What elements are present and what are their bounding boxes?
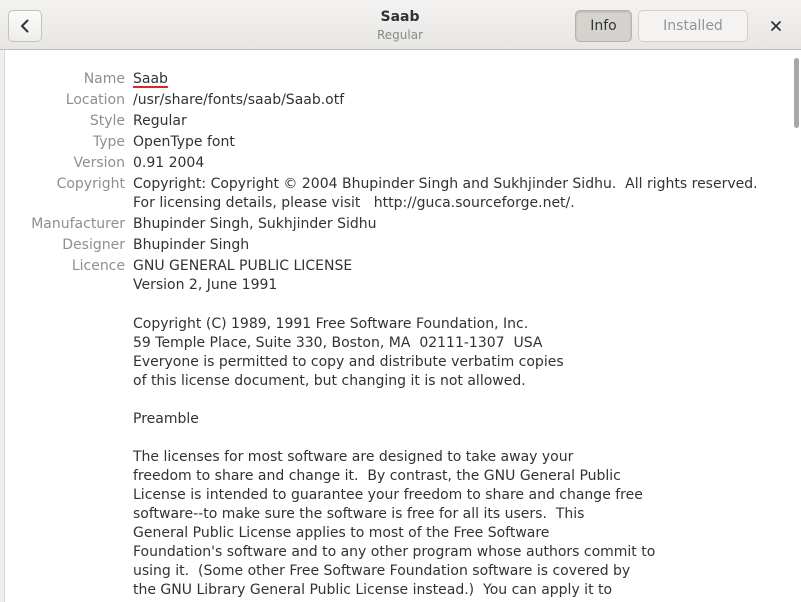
detail-label: Licence — [71, 258, 125, 274]
title-block — [250, 8, 550, 44]
detail-label: Version — [73, 155, 125, 171]
vertical-scrollbar[interactable] — [794, 58, 799, 128]
details-pane[interactable] — [0, 50, 801, 602]
detail-value: OpenType font — [133, 134, 235, 150]
detail-value: Bhupinder Singh, Sukhjinder Sidhu — [133, 216, 377, 232]
detail-label: Copyright — [56, 176, 125, 192]
detail-label: Designer — [62, 237, 125, 253]
close-icon — [770, 17, 782, 36]
detail-value: Saab — [133, 71, 168, 87]
detail-label: Manufacturer — [31, 216, 125, 232]
window-title: Saab — [380, 9, 420, 25]
detail-value: GNU GENERAL PUBLIC LICENSE Version 2, June 1991 — [133, 258, 353, 293]
installed-button[interactable]: Installed — [638, 10, 748, 42]
detail-value: Regular — [133, 113, 187, 129]
detail-value: Copyright: Copyright © 2004 Bhupinder Singh and Sukhjinder Sidhu. All rights reserved. For licensing details, please visit http://guca.sourceforge.net/. — [133, 176, 758, 211]
detail-value: /usr/share/fonts/saab/Saab.otf — [133, 92, 345, 108]
info-button[interactable]: Info — [575, 10, 632, 42]
detail-label: Style — [89, 113, 125, 129]
detail-label: Location — [65, 92, 125, 108]
chevron-left-icon — [18, 18, 32, 34]
detail-label: Name — [83, 71, 125, 87]
close-button[interactable] — [762, 12, 790, 40]
back-button[interactable] — [8, 10, 42, 42]
header-bar — [0, 0, 801, 50]
detail-label: Type — [92, 134, 125, 150]
licence-text: Copyright (C) 1989, 1991 Free Software Foundation, Inc. 59 Temple Place, Suite 330, Boston, MA 02111-1307 USA Everyone is permitted to copy and distribute verbatim copies of this license document, but changing it is not allowed. Preamble The licenses for most software are designed to take away your freedom to share and change it. By contrast, the GNU General Public License is intended to guarantee your freedom to share and change free software--to make sure the software is free for all its users. This General Public License applies to most of the Free Software Foundation's software and to any other program whose authors commit to using it. (Some other Free Software Foundation software is covered by the GNU Library General Public License instead.) You can apply it to — [133, 316, 656, 598]
window-subtitle: Regular — [376, 28, 424, 42]
detail-value: 0.91 2004 — [133, 155, 205, 171]
detail-value: Bhupinder Singh — [133, 237, 250, 253]
